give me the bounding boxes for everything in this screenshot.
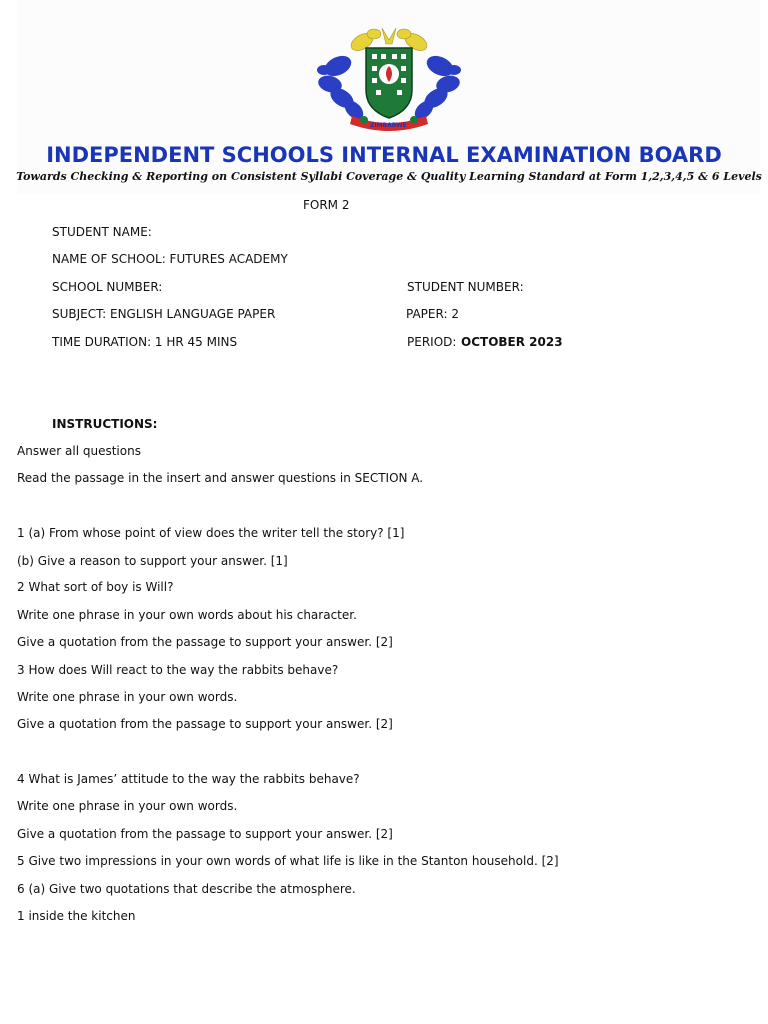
question-line: 6 (a) Give two quotations that describe the atmosphere. bbox=[17, 882, 356, 896]
question-line: Give a quotation from the passage to support your answer. [2] bbox=[17, 827, 393, 841]
instruction-line: Read the passage in the insert and answer questions in SECTION A. bbox=[17, 471, 424, 485]
board-title: INDEPENDENT SCHOOLS INTERNAL EXAMINATION BOARD bbox=[46, 143, 722, 167]
question-line: Give a quotation from the passage to support your answer. [2] bbox=[17, 717, 393, 731]
subject-field: SUBJECT: ENGLISH LANGUAGE PAPER bbox=[52, 307, 276, 321]
student-name-field: STUDENT NAME: bbox=[52, 225, 152, 239]
form-level: FORM 2 bbox=[303, 198, 350, 212]
period-value: OCTOBER 2023 bbox=[461, 335, 563, 349]
crest-label: ZIMBABWE bbox=[370, 122, 407, 129]
question-line: (b) Give a reason to support your answer. [1] bbox=[17, 554, 288, 568]
paper-field: PAPER: 2 bbox=[406, 307, 459, 321]
instruction-line: Answer all questions bbox=[17, 444, 141, 458]
question-line: 2 What sort of boy is Will? bbox=[17, 580, 174, 594]
school-name-field: NAME OF SCHOOL: FUTURES ACADEMY bbox=[52, 252, 288, 266]
period-label: PERIOD: bbox=[407, 335, 457, 349]
school-number-field: SCHOOL NUMBER: bbox=[52, 280, 163, 294]
question-line: 5 Give two impressions in your own words of what life is like in the Stanton household. [2] bbox=[17, 854, 559, 868]
question-line: Write one phrase in your own words. bbox=[17, 690, 238, 704]
instructions-heading: INSTRUCTIONS: bbox=[52, 417, 158, 431]
board-tagline: Towards Checking & Reporting on Consistent Syllabi Coverage & Quality Learning Standard at Form 1,2,3,4,5 & 6 Levels bbox=[16, 170, 762, 183]
question-line: 4 What is James’ attitude to the way the rabbits behave? bbox=[17, 772, 360, 786]
question-line: Give a quotation from the passage to support your answer. [2] bbox=[17, 635, 393, 649]
question-line: Write one phrase in your own words about his character. bbox=[17, 608, 357, 622]
time-duration-field: TIME DURATION: 1 HR 45 MINS bbox=[52, 335, 238, 349]
student-number-field: STUDENT NUMBER: bbox=[407, 280, 524, 294]
question-line: Write one phrase in your own words. bbox=[17, 799, 238, 813]
coat-of-arms-emblem bbox=[316, 26, 462, 136]
question-line: 3 How does Will react to the way the rabbits behave? bbox=[17, 663, 339, 677]
question-line: 1 (a) From whose point of view does the writer tell the story? [1] bbox=[17, 526, 405, 540]
question-line: 1 inside the kitchen bbox=[17, 909, 136, 923]
